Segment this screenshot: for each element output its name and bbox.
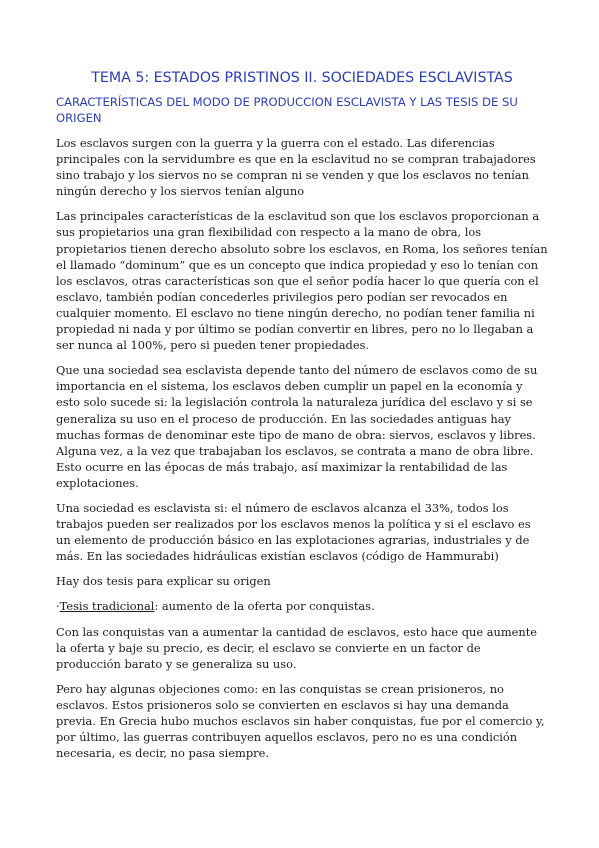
section-subtitle: CARACTERÍSTICAS DEL MODO DE PRODUCCION ESCLAVISTA Y LAS TESIS DE SU ORIGEN [56,95,518,125]
paragraph-criterios: Una sociedad es esclavista si: el número de esclavos alcanza el 33%, todos los trabajos pueden ser realizados por los esclavos menos la política y si el esclavo es un elemento de producción básico en las explotaciones agrarias, industriales y de más. En las sociedades hidráulicas existían esclavos (código de Hammurabi) [56,500,531,564]
thesis-term: Tesis tradicional [59,599,155,614]
paragraph-caracteristicas: Las principales características de la esclavitud son que los esclavos proporcionan a sus propietarios una gran flexibilidad con respecto a la mano de obra, los propietarios tienen derecho absoluto sobre los esclavos, en Roma, los señores tenían el llamado “dominum” que es un concepto que indica propiedad y eso lo tenían con los esclavos, otras características son que el señor podía hacer lo que quería con el esclavo, también podían concederles privilegios pero podían ser revocados en cualquier momento. El esclavo no tiene ningún derecho, no podían tener familia ni propiedad ni nada y por último se podían convertir en libres, pero no lo llegaban a ser nunca al 100%, pero si pueden tener propiedades. [56,209,548,353]
document-title: TEMA 5: ESTADOS PRISTINOS II. SOCIEDADES ESCLAVISTAS [91,70,513,86]
paragraph-sociedad-esclavista: Que una sociedad sea esclavista depende tanto del número de esclavos como de su importancia en el sistema, los esclavos deben cumplir un papel en la economía y esto solo sucede si: la legislación controla la naturaleza jurídica del esclavo y si se generaliza su uso en el proceso de producción. En las sociedades antiguas hay muchas formas de denominar este tipo de mano de obra: siervos, esclavos y libres. Alguna vez, a la vez que trabajaban los esclavos, se contrata a mano de obra libre. Esto ocurre en las épocas de más trabajo, así maximizar la rentabilidad de las explotaciones. [56,363,538,490]
bullet-prefix: · [56,599,60,614]
paragraph-dos-tesis: Hay dos tesis para explicar su origen [56,574,271,589]
thesis-description: : aumento de la oferta por conquistas. [154,599,375,614]
document-content [56,70,548,770]
paragraph-objeciones: Pero hay algunas objeciones como: en las conquistas se crean prisioneros, no esclavos. Estos prisioneros solo se convierten en esclavos si hay una demanda previa. En Grecia hubo muchos esclavos sin haber conquistas, fue por el comercio y, por último, las guerras contribuyen aquellos esclavos, pero no es una condición necesaria, es decir, no pasa siempre. [56,681,545,761]
paragraph-conquistas: Con las conquistas van a aumentar la cantidad de esclavos, esto hace que aumente la oferta y baje su precio, es decir, el esclavo se convierte en un factor de producción barato y se generaliza su uso. [56,624,538,671]
thesis-line [56,598,548,614]
paragraph-servidumbre: Los esclavos surgen con la guerra y la guerra con el estado. Las diferencias principales con la servidumbre es que en la esclavitud no se compran trabajadores sino trabajo y los siervos no se compran ni se venden y que los esclavos no tenían ningún derecho y los siervos tenían alguno [56,136,536,199]
